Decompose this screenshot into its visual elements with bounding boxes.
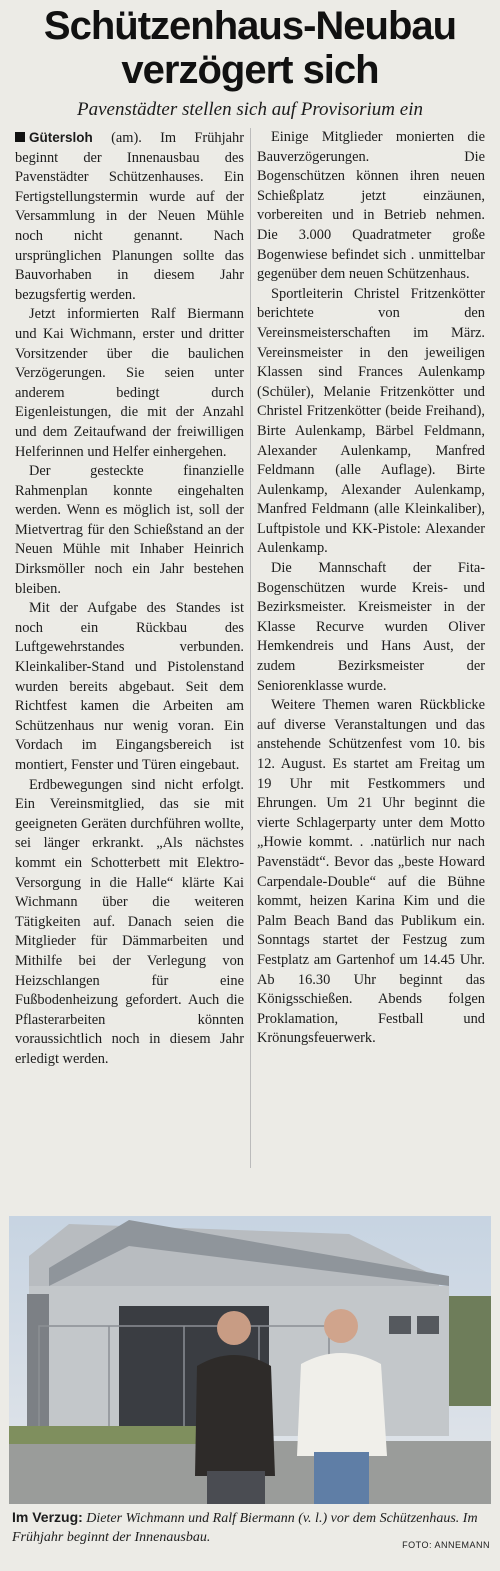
headline-line-1: Schützenhaus-Neubau (43, 4, 457, 48)
photo-illustration (9, 1216, 491, 1504)
paragraph: Der gesteckte finanzielle Rahmenplan konnte eingehalten werden. Wenn es möglich ist, soll der Mietvertrag für den Schießstand an der Neuen Mühle mit Inhaber Heinrich Dirksmöller noch ein Jahr bestehen bleiben. (15, 463, 244, 597)
photo-credit: FOTO: ANNEMANN (402, 1540, 490, 1550)
headline (9, 4, 491, 92)
caption-text: Dieter Wichmann und Ralf Biermann (v. l.) vor dem Schützenhaus. Im Frühjahr beginnt der Innenausbau. (12, 1511, 478, 1545)
paragraph: Einige Mitglieder monierten die Bauverzögerungen. Die Bogenschützen können ihren neuen Schießplatz jetzt einzäunen, vorbereiten und in Betrieb nehmen. Die 3.000 Quadratmeter große Bogenwiese befindet sich . unmittelbar gegenüber dem neuen Schützenhaus. (257, 129, 485, 283)
headline-line-2: verzögert sich (121, 48, 379, 92)
left-column (9, 128, 250, 1168)
paragraph: Jetzt informierten Ralf Biermann und Kai Wichmann, erster und dritter Vorsitzender über die baulichen Verzögerungen. Sie seien unter anderem bedingt durch Eigenleistungen, die mit der Anzahl und dem Zeitaufwand der freiwilligen Helferinnen und Helfer einhergehen. (15, 306, 244, 460)
dateline-location: Gütersloh (29, 130, 93, 145)
paragraph: Erdbewegungen sind nicht erfolgt. Ein Vereinsmitglied, das sie mit geeigneten Geräten durchführen wollte, sei länger erkrankt. „Als nächstes kommt ein Schotterbett mit Elektro-Versorgung in die Halle“ klärte Kai Wichmann über die weiteren Tätigkeiten auf. Danach seien die Mitglieder für Dämmarbeiten und Mithilfe bei der Verlegung von Heizschlangen für eine Fußbodenheizung gefordert. Auch die Pflasterarbeiten könnten voraussichtlich noch in diesem Jahr erledigt werden. (15, 776, 244, 1067)
paragraph: Weitere Themen waren Rückblicke auf diverse Veranstaltungen und das anstehende Schützenfest vom 10. bis 12. August. Es startet am Freitag um 19 Uhr mit Festkommers und Ehrungen. Um 21 Uhr beginnt die vierte Schlagerparty unter dem Motto „Howie kommt. . .natürlich nur nach Pavenstädt“. Bevor das „beste Howard Carpendale-Double“ auf die Bühne kommt, heizen Karina Kim und die Palm Beach Band das Publikum ein. Sonntags startet der Festzug zum Festplatz am Gartenhof um 14.45 Uhr. Ab 16.30 Uhr beginnt das Königsschießen. Abends folgen Proklamation, Festball und Krönungsfeuerwerk. (257, 697, 485, 1047)
right-column (250, 128, 491, 1168)
bullet-square-icon (15, 132, 25, 142)
subheadline: Pavenstädter stellen sich auf Provisorium ein (77, 99, 423, 120)
paragraph: Mit der Aufgabe des Standes ist noch ein Rückbau des Luftgewehrstandes verbunden. Kleinkaliber-Stand und Pistolenstand wurden bereits abgebaut. Seit dem Richtfest kamen die Arbeiten am Schützenhaus nur wenig voran. Ein Vordach im Eingangsbereich ist montiert, Fenster und Türen eingebaut. (15, 600, 244, 773)
paragraph: Die Mannschaft der Fita-Bogenschützen wurde Kreis- und Bezirksmeister. Kreismeister in der Klasse Recurve wurden Oliver Hemkendreis und Hans Aust, der zudem Bezirksmeister der Seniorenklasse wurde. (257, 560, 485, 694)
caption-label: Im Verzug: (12, 1509, 83, 1525)
photo-clubhouse (9, 1216, 491, 1504)
paragraph: Sportleiterin Christel Fritzenkötter berichtete von den Vereinsmeisterschaften im März. Vereinsmeister in den jeweiligen Klassen sind Frances Aulenkamp (Schüler), Melanie Fritzenkötter und Christel Fritzenkötter (beide Freihand), Birte Aulenkamp, Bärbel Feldmann, Alexander Aulenkamp, Manfred Feldmann (alle Auflage). Birte Aulenkamp, Alexander Aulenkamp, Manfred Feldmann (alle Kleinkaliber), Luftpistole und KK-Pistole: Alexander Aulenkamp. (257, 285, 485, 557)
paragraph: Gütersloh (am). Im Frühjahr beginnt der Innenausbau des Pavenstädter Schützenhauses. Ein Fertigstellungstermin wurde auf der Versammlung in der Neuen Mühle noch nicht genannt. Nach ursprünglichen Planungen sollte das Bauvorhaben in diesem Jahr bezugsfertig werden. (15, 130, 244, 303)
article-body (9, 128, 491, 1168)
photo-caption (12, 1508, 490, 1555)
